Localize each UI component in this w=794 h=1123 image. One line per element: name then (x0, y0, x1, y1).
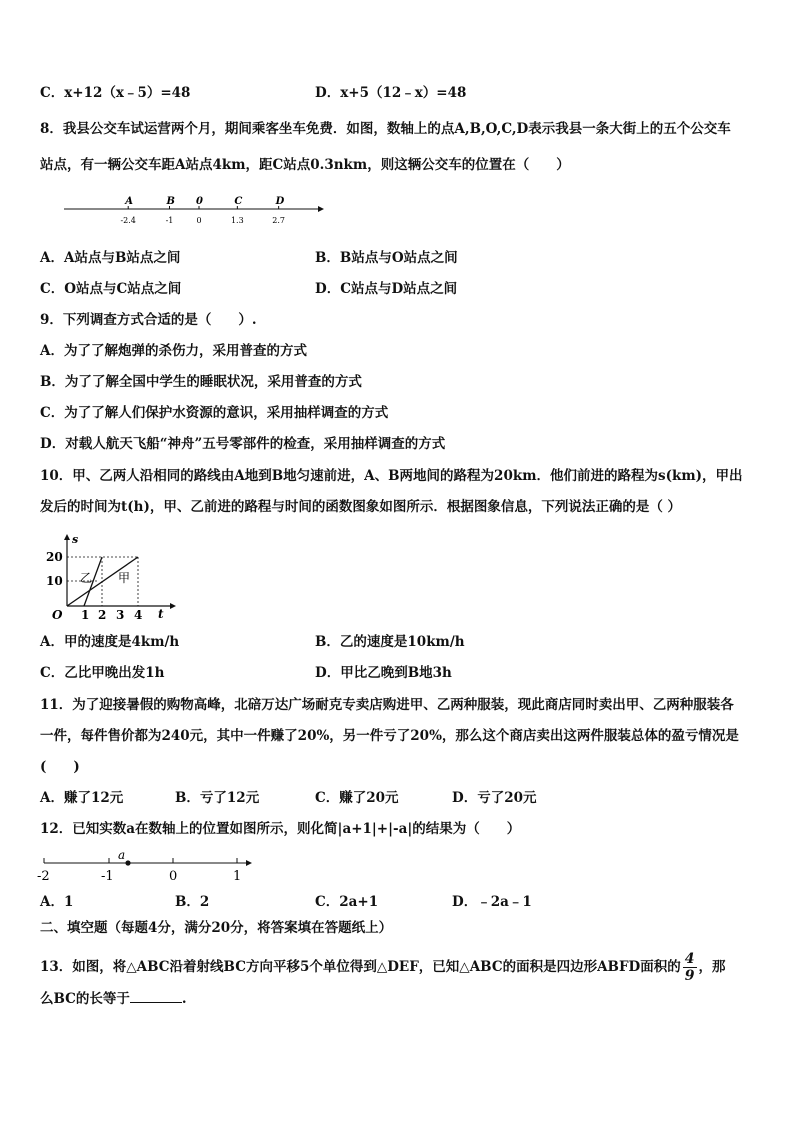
q11-option-d: D．亏了20元 (452, 790, 537, 806)
q11-stem-line2: 一件，每件售价都为240元，其中一件赚了20%，另一件亏了20%，那么这个商店卖出这两件服装总体的盈亏情况是 (40, 728, 739, 744)
q8-stem-line2: 站点，有一辆公交车距A站点4km，距C站点0.3nkm，则这辆公交车的位置在（ ） (40, 157, 570, 173)
q8-point-value-2: 0 (196, 216, 202, 225)
q11-stem-line3: ( ) (40, 759, 80, 775)
q13-frac-den: 9 (684, 968, 695, 984)
q11-option-a: A．赚了12元 (40, 790, 124, 806)
q13-text-d: . (181, 991, 187, 1007)
tick-0: 0 (169, 869, 178, 884)
q8-point-name-3: C (234, 196, 243, 207)
q8-point-name-4: D (275, 196, 285, 207)
jia-label: 甲 (118, 571, 131, 585)
q7-option-d: D．x+5（12﹣x）=48 (315, 85, 467, 101)
q10-option-a: A．甲的速度是4km/h (40, 634, 180, 650)
point-a (125, 860, 130, 865)
q10-option-b: B．乙的速度是10km/h (315, 634, 465, 650)
q8-point-value-1: -1 (165, 216, 174, 225)
q9-stem: 9．下列调查方式合适的是（ ）. (40, 312, 257, 328)
q9-option-a: A．为了了解炮弹的杀伤力，采用普查的方式 (40, 343, 307, 359)
y-tick-10: 10 (46, 574, 63, 588)
q8-option-a: A．A站点与B站点之间 (40, 250, 181, 266)
q8-point-name-2: 0 (196, 196, 203, 207)
q8-option-c: C．O站点与C站点之间 (40, 281, 182, 297)
q12-option-a: A．1 (40, 894, 74, 910)
q12-stem: 12．已知实数a在数轴上的位置如图所示，则化简|a+1|+|-a|的结果为（ ） (40, 821, 521, 837)
q11-option-b: B．亏了12元 (175, 790, 260, 806)
y-tick-20: 20 (46, 550, 63, 564)
q10-stem-line2: 发后的时间为t(h)，甲、乙前进的路程与时间的函数图象如图所示．根据图象信息，下列说法正确的是（ ） (40, 499, 682, 515)
q10-distance-time-graph (40, 532, 180, 624)
q13-answer-blank[interactable] (130, 988, 182, 1003)
q13-text-c: 么BC的长等于 (40, 991, 130, 1007)
q9-option-c: C．为了了解人们保护水资源的意识，采用抽样调查的方式 (40, 405, 389, 421)
q8-option-d: D．C站点与D站点之间 (315, 281, 458, 297)
q8-option-b: B．B站点与O站点之间 (315, 250, 458, 266)
q12-option-d: D．﹣2a﹣1 (452, 894, 532, 910)
q12-option-b: B．2 (175, 894, 210, 910)
q8-point-name-1: B (166, 196, 175, 207)
q13-frac-num: 4 (684, 951, 695, 967)
q13-stem-line1 (40, 951, 726, 984)
tick-1: 1 (233, 869, 242, 884)
x-tick-1: 1 (81, 608, 90, 622)
q13-stem-line2 (40, 988, 187, 1008)
q10-option-d: D．甲比乙晚到B地3h (315, 665, 452, 681)
q10-stem-line1: 10．甲、乙两人沿相同的路线由A地到B地匀速前进，A、B两地间的路程为20km．他们前进的路程为s(km)，甲出 (40, 468, 743, 484)
tick-neg1: -1 (101, 869, 114, 884)
q8-point-value-3: 1.3 (230, 216, 244, 225)
x-tick-3: 3 (116, 608, 125, 622)
q13-fraction (683, 951, 697, 984)
origin-label: O (52, 608, 63, 622)
q8-point-value-0: -2.4 (120, 216, 136, 225)
q11-option-c: C．赚了20元 (315, 790, 399, 806)
q8-point-value-4: 2.7 (272, 216, 286, 225)
q13-text-b: ，那 (698, 959, 726, 975)
x-tick-4: 4 (134, 608, 143, 622)
s-axis-label: s (72, 533, 79, 546)
q10-option-c: C．乙比甲晚出发1h (40, 665, 165, 681)
point-a-label: a (118, 848, 126, 862)
q13-text-a: 13．如图，将△ABC沿着射线BC方向平移5个单位得到△DEF，已知△ABC的面积是四边形ABFD面积的 (40, 959, 681, 975)
q9-option-b: B．为了了解全国中学生的睡眠状况，采用普查的方式 (40, 374, 362, 390)
q12-option-c: C．2a+1 (315, 894, 379, 910)
yi-label: 乙 (80, 571, 93, 585)
q8-number-line (60, 190, 330, 230)
q9-option-d: D．对载人航天飞船“神舟”五号零部件的检查，采用抽样调查的方式 (40, 436, 446, 452)
q7-option-c: C．x+12（x﹣5）=48 (40, 85, 191, 101)
section-title: 二、填空题（每题4分，满分20分，将答案填在答题纸上） (40, 920, 393, 936)
q8-stem-line1: 8．我县公交车试运营两个月，期间乘客坐车免费．如图，数轴上的点A,B,O,C,D表示我县一条大街上的五个公交车 (40, 121, 731, 137)
q8-point-name-0: A (125, 196, 133, 207)
tick-neg2: -2 (37, 869, 50, 884)
t-axis-label: t (158, 607, 164, 621)
q12-number-line (34, 847, 259, 885)
q11-stem-line1: 11．为了迎接暑假的购物高峰，北碚万达广场耐克专卖店购进甲、乙两种服装，现此商店同时卖出甲、乙两种服装各 (40, 697, 734, 713)
x-tick-2: 2 (98, 608, 107, 622)
